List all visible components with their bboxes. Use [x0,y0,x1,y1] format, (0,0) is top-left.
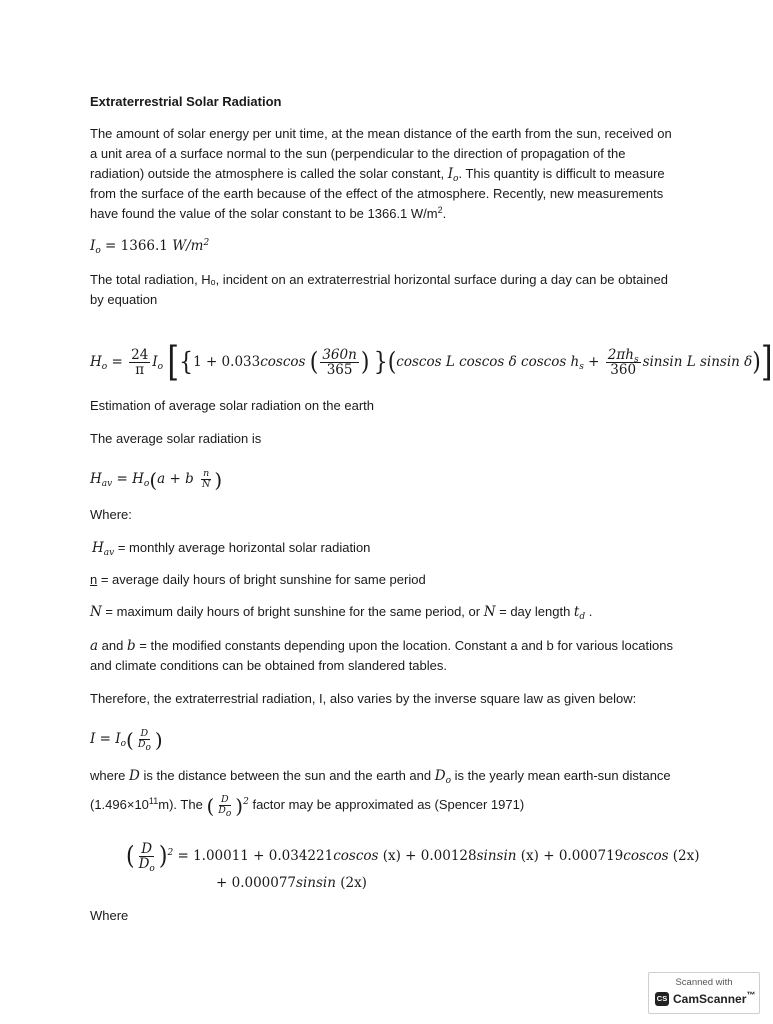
average-radiation-intro: The average solar radiation is [90,431,262,446]
where-label: Where: [90,507,132,522]
distance-paragraph: where D is the distance between the sun and the earth and $D_o$ is the yearly mean earth-sun distance [90,768,671,786]
solar-constant-equation: $I_o = 1366.1$ $W/m^2$ [90,238,210,256]
spencer-paragraph: $(1.496\times 10^{11}m)$. The ( $\frac{D}{D_o}$ )$^2$ factor may be approximated as (Spencer 1971) [90,793,525,819]
inverse-square-equation: $I = I_o$( $\frac{D}{D_o}$ ) [90,727,163,753]
N-definition: N = maximum daily hours of bright sunshine for the same period, or N = day length $t_d$ . [90,604,593,622]
camscanner-watermark: Scanned with CS CamScanner™ [648,972,760,1014]
ab-definition: a and b = the modified constants depending upon the location. Constant a and b for various locations and climate conditions can be obtained from slandered tables. [90,638,673,673]
where-label-2: Where [90,908,129,923]
section-heading: Extraterrestrial Solar Radiation [90,94,282,109]
daily-radiation-equation: $H_o$ = $\frac{24}{\pi}$ $I_o$ [{1 + 0.033coscos ( $\frac{360n}{365}$ ) }(coscos L coscos δ coscos $h_s$ + $\frac{2\pi h_s}{360}$ sinsin L sinsin δ)] [90,338,773,386]
spencer-equation-line2: + 0.000077sinsin (2x) [216,875,367,891]
n-definition: n = average daily hours of bright sunshine for same period [90,572,426,587]
camscanner-logo-icon: CS [655,992,669,1006]
inverse-square-paragraph: Therefore, the extraterrestrial radiation, I, also varies by the inverse square law as given below: [90,691,637,706]
intro-paragraph: The amount of solar energy per unit time, at the mean distance of the earth from the sun, received on a unit area of a surface normal to the sun (perpendicular to the direction of propagation of the radiation) outside the atmosphere is called the solar constant, $I_o$. This quantity is difficult to measure from the surface of the earth because of the effect of the atmosphere. Recently, new measurements have found the value of the solar constant to be 1366.1 $W/m^2$. [90,126,672,221]
hav-definition: $H_{av}$ = monthly average horizontal solar radiation [92,540,371,558]
solar-constant-symbol: $I_o$ [447,166,459,184]
total-radiation-paragraph: The total radiation, Hₒ, incident on an extraterrestrial horizontal surface during a day can be obtained by equation [90,272,668,307]
average-radiation-equation: $H_{av} = H_o(a + b$ $\frac{n}{N}$ ) [90,467,223,492]
spencer-equation-line1: ( $\frac{D}{D_o}$ )$^2$ = 1.00011 + 0.034221coscos (x) + 0.00128sinsin (x) + 0.000719coscos (2x) [126,840,700,874]
estimation-paragraph: Estimation of average solar radiation on the earth [90,398,375,413]
